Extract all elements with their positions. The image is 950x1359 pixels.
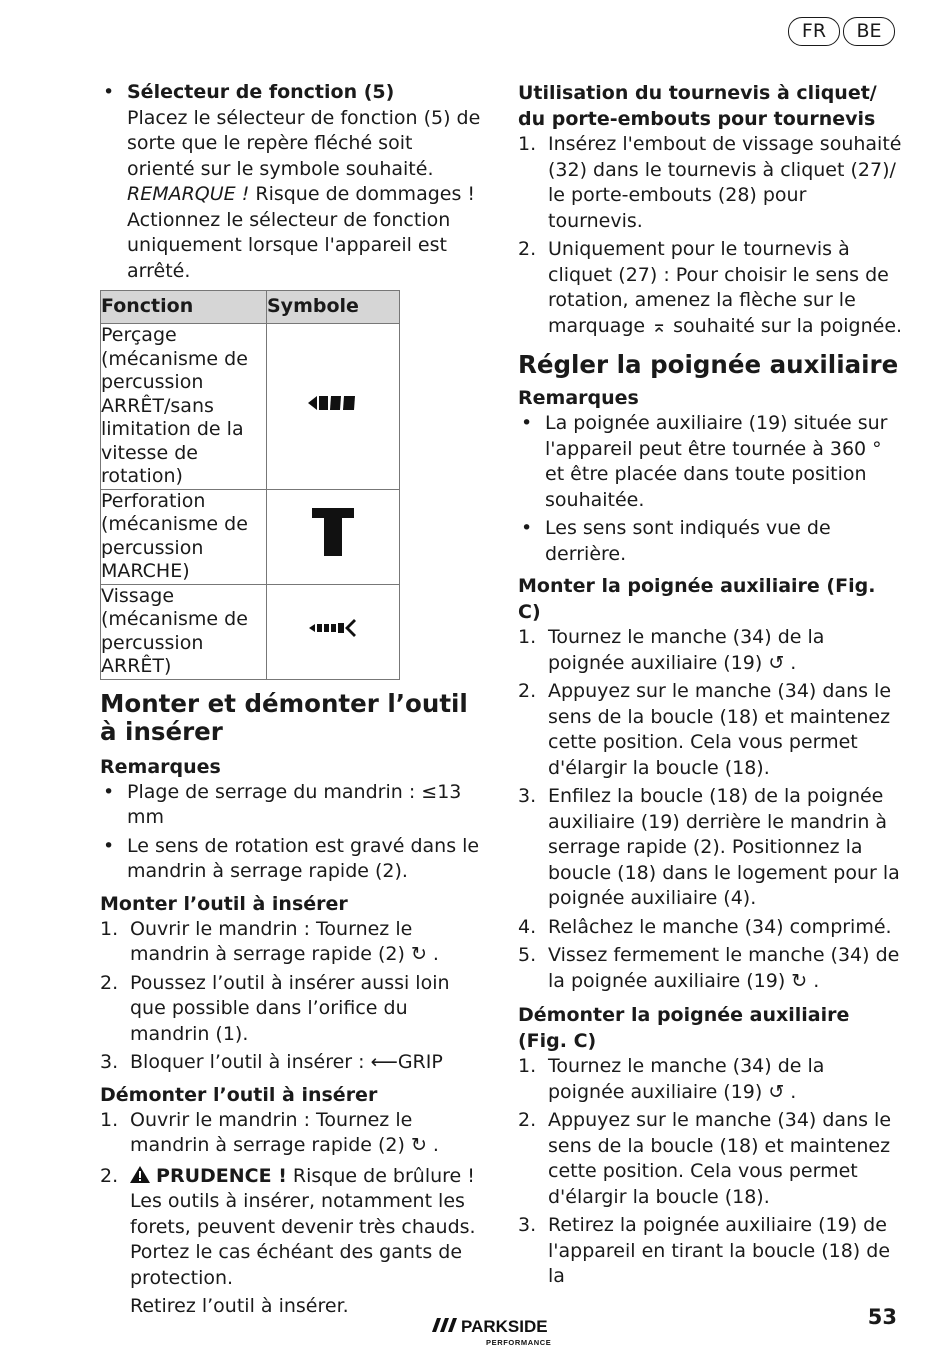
list-item: 1. Tournez le manche (34) de la poignée auxiliaire (19) ↺ .	[518, 626, 825, 674]
list-item: • Le sens de rotation est gravé dans le mandrin à serrage rapide (2).	[103, 834, 480, 882]
list-item: 2. PRUDENCE ! Risque de brûlure ! Les outils à insérer, notamment les forets, peuvent devenir très chauds. Portez le cas échéant des gants de protection. Retirez l’outil à insérer.	[100, 1164, 485, 1320]
remark-text: Risque de dommages ! Actionnez le sélecteur de fonction uniquement lorsque l'appareil est arrêté.	[127, 183, 476, 282]
heading-demonter-outil: Démonter l’outil à insérer	[100, 1083, 378, 1106]
heading-remarques: Remarques	[100, 755, 221, 778]
heading-demonter-poignee: Démonter la poignée auxiliaire (Fig. C)	[518, 1004, 850, 1052]
hammer-symbol-icon	[267, 489, 400, 584]
list-item: 1. Insérez l'embout de vissage souhaité (32) dans le tournevis à cliquet (27)/ le porte-embouts (28) pour tournevis.	[518, 133, 902, 232]
table-header-fonction: Fonction	[101, 291, 267, 324]
selector-item: • Sélecteur de fonction (5) Placez le sélecteur de fonction (5) de sorte que le repère fléché soit orienté sur le symbole souhaité. REMARQUE ! Risque de dommages ! Actionnez le sélecteur de fonction uniquement lorsque l'appareil est arrêté.	[100, 80, 485, 284]
lang-badge-fr: FR	[788, 17, 840, 46]
left-column	[100, 80, 485, 1320]
list-item: 3. Bloquer l’outil à insérer : ⟵GRIP	[100, 1051, 443, 1073]
list-item: 1. Ouvrir le mandrin : Tournez le mandrin à serrage rapide (2) ↻ .	[100, 917, 439, 965]
retirez-text: Retirez l’outil à insérer.	[130, 1295, 349, 1317]
heading-monter-outil: Monter l’outil à insérer	[100, 892, 348, 915]
heading-poignee: Régler la poignée auxiliaire	[518, 350, 899, 379]
list-item: 4. Relâchez le manche (34) comprimé.	[518, 915, 892, 938]
selector-title: Sélecteur de fonction (5)	[127, 81, 395, 103]
warning-icon	[130, 1165, 150, 1187]
table-cell-fonction: Perforation (mécanisme de percussion MARCHE)	[101, 489, 267, 584]
parkside-logo	[430, 1314, 580, 1353]
screw-symbol-icon	[267, 584, 400, 679]
list-item: 1. Ouvrir le mandrin : Tournez le mandrin à serrage rapide (2) ↻ .	[100, 1108, 439, 1156]
list-item: 3. Enfilez la boucle (18) de la poignée auxiliaire (19) derrière le mandrin à serrage rapide (2). Positionnez la boucle (18) dans le logement pour la poignée auxiliaire (4).	[518, 785, 900, 909]
list-item: 2. Poussez l’outil à insérer aussi loin que possible dans l’orifice du mandrin (1).	[100, 971, 450, 1045]
list-item: 2. Uniquement pour le tournevis à cliquet (27) : Pour choisir le sens de rotation, amenez la flèche sur le marquage ⌅ souhaité sur la poignée.	[518, 238, 903, 337]
lang-badge-be: BE	[843, 17, 895, 46]
right-column	[518, 80, 903, 1290]
list-item: 2. Appuyez sur le manche (34) dans le sens de la boucle (18) et maintenez cette position. Cela vous permet d'élargir la boucle (18).	[518, 1109, 892, 1208]
table-cell-fonction: Perçage (mécanisme de percussion ARRÊT/sans limitation de la vitesse de rotation)	[101, 324, 267, 490]
list-item: • Les sens sont indiqués vue de derrière.	[521, 517, 831, 565]
list-item: 3. Retirez la poignée auxiliaire (19) de l'appareil en tirant la boucle (18) de la	[518, 1214, 891, 1287]
prudence-text: Risque de brûlure ! Les outils à insérer, notamment les forets, peuvent devenir très chauds. Portez le cas échéant des gants de protection.	[130, 1164, 476, 1289]
list-item: 5. Vissez fermement le manche (34) de la poignée auxiliaire (19) ↻ .	[518, 944, 900, 992]
heading-monter-poignee: Monter la poignée auxiliaire (Fig. C)	[518, 575, 876, 623]
list-item: • Plage de serrage du mandrin : ≤13 mm	[103, 780, 462, 828]
remark-label: REMARQUE !	[127, 183, 250, 205]
selector-remark	[127, 182, 485, 284]
heading-cliquet: Utilisation du tournevis à cliquet/ du porte-embouts pour tournevis	[518, 82, 877, 130]
prudence-label: PRUDENCE !	[156, 1164, 287, 1187]
heading-monter-demonter: Monter et démonter l’outil à insérer	[100, 688, 468, 746]
list-item: 1. Tournez le manche (34) de la poignée auxiliaire (19) ↺ .	[518, 1055, 825, 1103]
function-table	[100, 290, 400, 680]
brand-text: PARKSIDE	[461, 1317, 548, 1336]
list-item: • La poignée auxiliaire (19) située sur l'appareil peut être tournée à 360 ° et être placée dans toute position souhaitée.	[521, 412, 888, 511]
table-header-symbole: Symbole	[267, 291, 400, 324]
selector-text: Placez le sélecteur de fonction (5) de sorte que le repère fléché soit orienté sur le symbole souhaité.	[127, 106, 481, 180]
list-item: 2. Appuyez sur le manche (34) dans le sens de la boucle (18) et maintenez cette position. Cela vous permet d'élargir la boucle (18).	[518, 680, 892, 779]
table-cell-fonction: Vissage (mécanisme de percussion ARRÊT)	[101, 584, 267, 679]
page-number: 53	[867, 1305, 897, 1329]
heading-remarques: Remarques	[518, 387, 639, 409]
brand-sub: PERFORMANCE	[486, 1338, 552, 1347]
drill-symbol-icon	[267, 324, 400, 490]
